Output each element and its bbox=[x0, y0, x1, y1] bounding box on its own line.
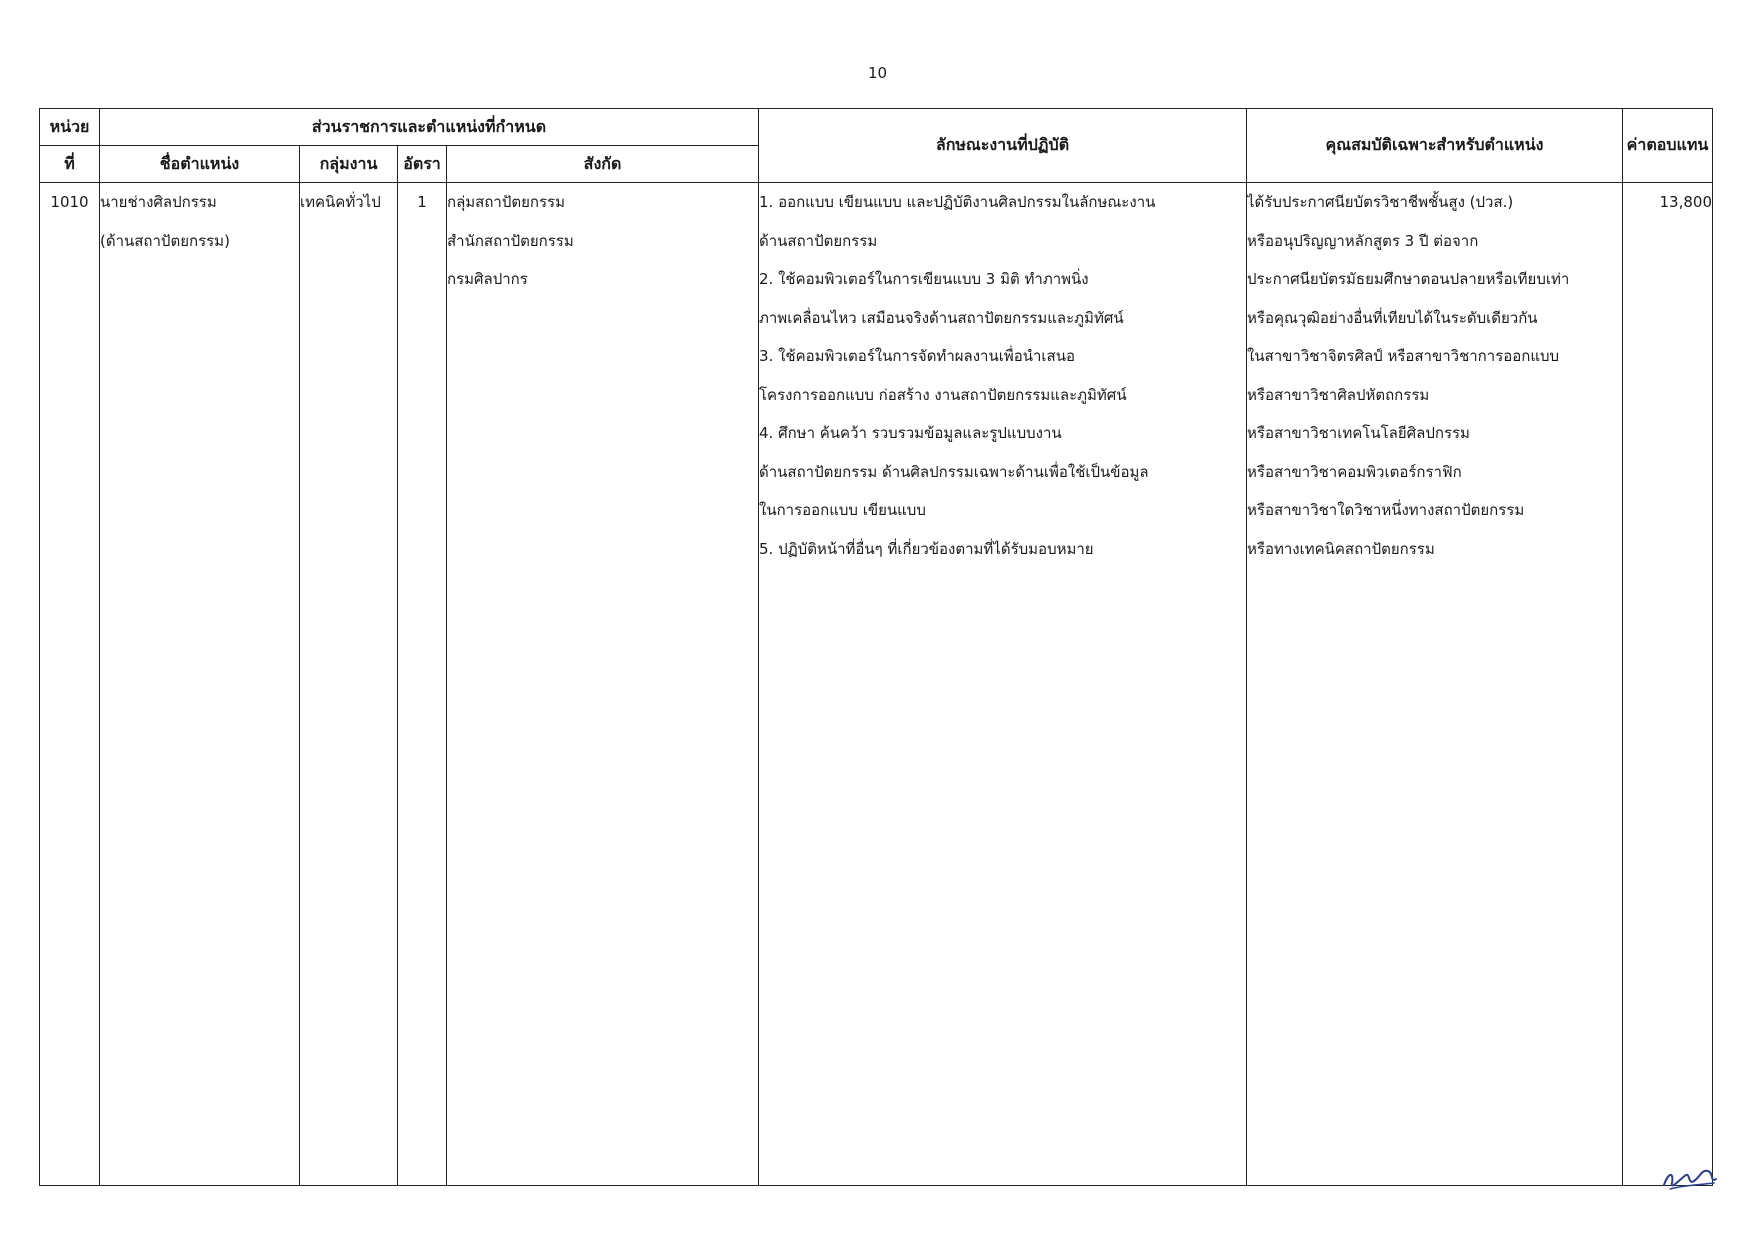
duty-line: 5. ปฏิบัติหน้าที่อื่นๆ ที่เกี่ยวข้องตามที่ได้รับมอบหมาย bbox=[759, 539, 1094, 558]
page-number: 10 bbox=[867, 64, 888, 82]
affiliation-line: สำนักสถาปัตยกรรม bbox=[447, 231, 574, 250]
header-compensation: ค่าตอบแทน bbox=[1623, 109, 1713, 183]
duty-line: 4. ศึกษา ค้นคว้า รวบรวมข้อมูลและรูปแบบงาน bbox=[759, 424, 1062, 442]
qualification-line: ประกาศนียบัตรมัธยมศึกษาตอนปลายหรือเทียบเท่า bbox=[1247, 270, 1570, 288]
duty-line: ภาพเคลื่อนไหว เสมือนจริงด้านสถาปัตยกรรมและภูมิทัศน์ bbox=[759, 308, 1124, 327]
header-group-title: ส่วนราชการและตำแหน่งที่กำหนด bbox=[100, 109, 759, 146]
qualification-line: หรือสาขาวิชาเทคโนโลยีศิลปกรรม bbox=[1247, 424, 1470, 442]
duty-line: ในการออกแบบ เขียนแบบ bbox=[759, 501, 926, 519]
position-table bbox=[39, 108, 1713, 1186]
header-qualifications: คุณสมบัติเฉพาะสำหรับตำแหน่ง bbox=[1247, 109, 1623, 183]
qualification-line: หรือสาขาวิชาศิลปหัตถกรรม bbox=[1247, 385, 1430, 404]
header-work-group: กลุ่มงาน bbox=[300, 146, 398, 183]
table-row bbox=[40, 183, 1713, 1186]
duty-line: 2. ใช้คอมพิวเตอร์ในการเขียนแบบ 3 มิติ ทำภาพนิ่ง bbox=[759, 270, 1089, 288]
handwritten-signature-icon bbox=[1660, 1155, 1720, 1195]
cell-rate: 1 bbox=[398, 183, 447, 1186]
header-position-name: ชื่อตำแหน่ง bbox=[100, 146, 300, 183]
affiliation-line: กลุ่มสถาปัตยกรรม bbox=[447, 193, 565, 211]
qualification-line: หรือทางเทคนิคสถาปัตยกรรม bbox=[1247, 539, 1435, 558]
cell-compensation: 13,800 bbox=[1623, 183, 1713, 1186]
duty-line: ด้านสถาปัตยกรรม bbox=[759, 231, 878, 250]
header-unit-no-line2: ที่ bbox=[40, 146, 100, 183]
cell-work-group: เทคนิคทั่วไป bbox=[300, 183, 398, 1186]
cell-affiliation bbox=[447, 183, 759, 1186]
qualification-line: หรือสาขาวิชาคอมพิวเตอร์กราฟิก bbox=[1247, 462, 1462, 481]
cell-unit-no: 1010 bbox=[40, 183, 100, 1186]
position-name-line: (ด้านสถาปัตยกรรม) bbox=[100, 231, 230, 250]
header-affiliation: สังกัด bbox=[447, 146, 759, 183]
position-name-line: นายช่างศิลปกรรม bbox=[100, 193, 217, 211]
cell-duties bbox=[759, 183, 1247, 1186]
cell-position-name bbox=[100, 183, 300, 1186]
affiliation-line: กรมศิลปากร bbox=[447, 270, 528, 288]
header-unit-no-line1: หน่วย bbox=[40, 109, 100, 146]
duty-line: ด้านสถาปัตยกรรม ด้านศิลปกรรมเฉพาะด้านเพื่อใช้เป็นข้อมูล bbox=[759, 462, 1149, 481]
header-duties: ลักษณะงานที่ปฏิบัติ bbox=[759, 109, 1247, 183]
qualification-line: ได้รับประกาศนียบัตรวิชาชีพชั้นสูง (ปวส.) bbox=[1247, 193, 1514, 211]
qualification-line: หรือสาขาวิชาใดวิชาหนึ่งทางสถาปัตยกรรม bbox=[1247, 501, 1525, 519]
cell-qualifications bbox=[1247, 183, 1623, 1186]
qualification-line: หรือคุณวุฒิอย่างอื่นที่เทียบได้ในระดับเดียวกัน bbox=[1247, 308, 1538, 327]
duty-line: โครงการออกแบบ ก่อสร้าง งานสถาปัตยกรรมและภูมิทัศน์ bbox=[759, 385, 1127, 404]
header-rate: อัตรา bbox=[398, 146, 447, 183]
duty-line: 1. ออกแบบ เขียนแบบ และปฏิบัติงานศิลปกรรมในลักษณะงาน bbox=[759, 193, 1156, 211]
qualification-line: ในสาขาวิชาจิตรศิลป์ หรือสาขาวิชาการออกแบบ bbox=[1247, 347, 1560, 365]
qualification-line: หรืออนุปริญญาหลักสูตร 3 ปี ต่อจาก bbox=[1247, 231, 1479, 250]
duty-line: 3. ใช้คอมพิวเตอร์ในการจัดทำผลงานเพื่อนำเสนอ bbox=[759, 347, 1075, 365]
